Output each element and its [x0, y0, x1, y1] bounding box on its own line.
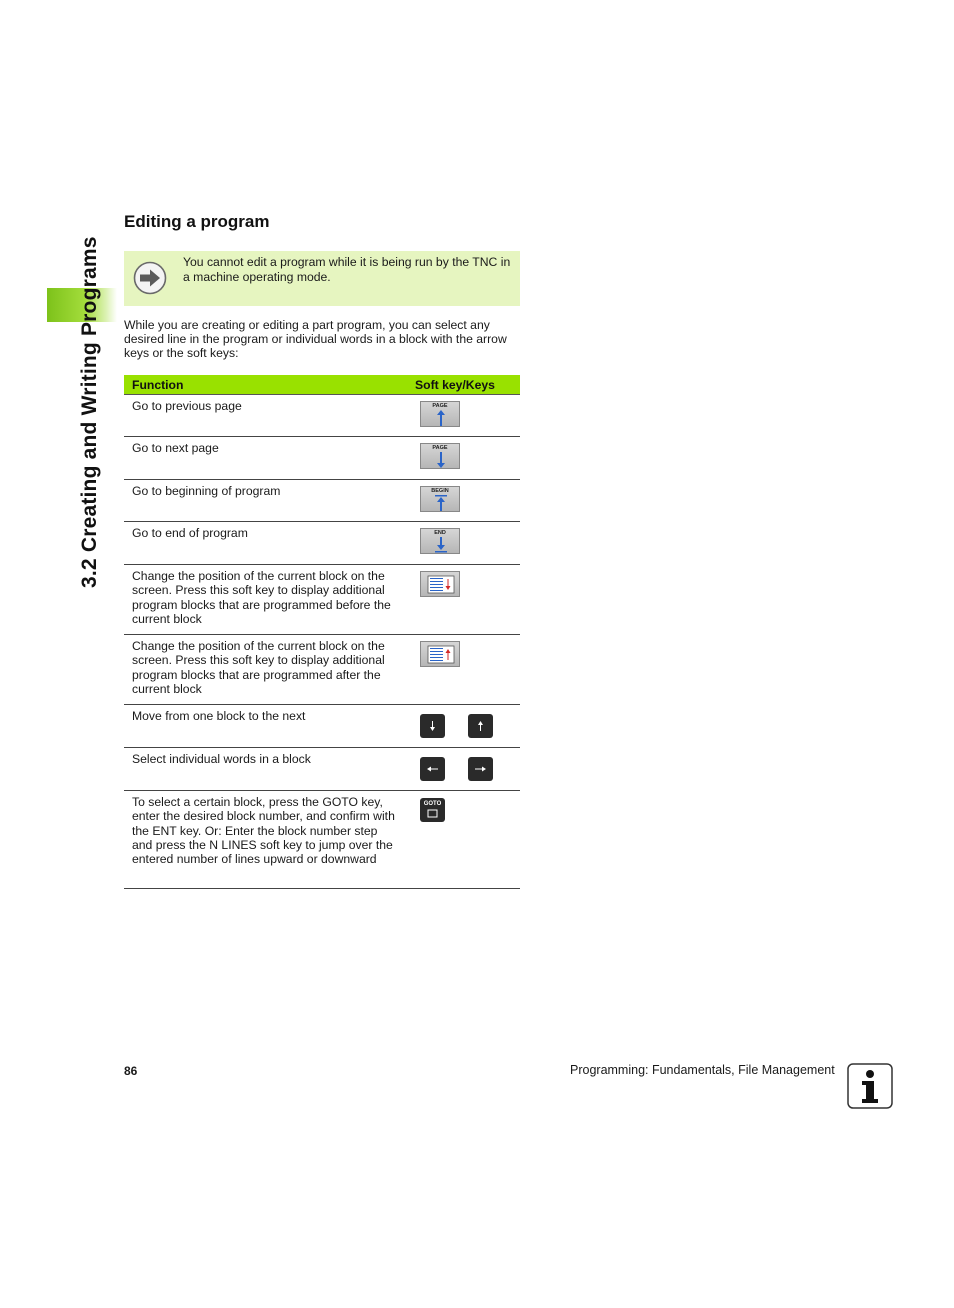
table-row: [124, 522, 520, 565]
page-down-softkey-icon[interactable]: PAGE: [420, 443, 460, 469]
footer-chapter-text: Programming: Fundamentals, File Management: [570, 1063, 835, 1077]
table-row: [124, 748, 520, 791]
function-cell: Go to beginning of program: [124, 480, 408, 522]
table-row: [124, 395, 520, 437]
table-row: [124, 791, 520, 889]
function-cell: Move from one block to the next: [124, 705, 408, 748]
function-cell: Go to next page: [124, 437, 408, 480]
table-row: [124, 705, 520, 748]
chapter-title: 3.2 Creating and Writing Programs: [78, 236, 101, 588]
begin-softkey-icon[interactable]: BEGIN: [420, 486, 460, 512]
function-cell: Change the position of the current block on the screen. Press this soft key to display additional program blocks that are programmed before the current block: [124, 565, 408, 635]
function-cell: Select individual words in a block: [124, 748, 408, 791]
arrow-up-key-icon[interactable]: [468, 714, 493, 738]
page-up-softkey-icon[interactable]: PAGE: [420, 401, 460, 427]
arrow-right-circle-icon: [133, 261, 167, 295]
function-cell: Go to end of program: [124, 522, 408, 565]
end-softkey-icon[interactable]: END: [420, 528, 460, 554]
section-title: Editing a program: [124, 212, 270, 231]
note-box: [124, 251, 520, 306]
table-row: [124, 635, 520, 705]
arrow-right-key-icon[interactable]: [468, 757, 493, 781]
note-text: You cannot edit a program while it is being run by the TNC in a machine operating mode.: [183, 255, 511, 284]
function-cell: Change the position of the current block on the screen. Press this soft key to display additional program blocks that are programmed after the current block: [124, 635, 408, 705]
info-icon: [847, 1063, 893, 1109]
scroll-block-before-softkey-icon[interactable]: [420, 571, 460, 597]
header-function: Function: [124, 375, 408, 395]
arrow-left-key-icon[interactable]: [420, 757, 445, 781]
header-softkeys: Soft key/Keys: [408, 375, 520, 395]
intro-paragraph: While you are creating or editing a part program, you can select any desired line in the program or individual words in a block with the arrow keys or the soft keys:: [124, 318, 507, 361]
table-header-row: [124, 375, 520, 395]
table-row: [124, 480, 520, 522]
page-number: 86: [124, 1064, 138, 1078]
table-row: [124, 437, 520, 480]
arrow-down-key-icon[interactable]: [420, 714, 445, 738]
function-table: [124, 375, 520, 889]
goto-key-icon[interactable]: GOTO: [420, 798, 445, 822]
table-row: [124, 565, 520, 635]
function-cell: To select a certain block, press the GOTO key, enter the desired block number, and confirm with the ENT key. Or: Enter the block number step and press the N LINES soft key to jump over the entered number of lines upward or downward: [124, 791, 408, 889]
function-cell: Go to previous page: [124, 395, 408, 437]
scroll-block-after-softkey-icon[interactable]: [420, 641, 460, 667]
